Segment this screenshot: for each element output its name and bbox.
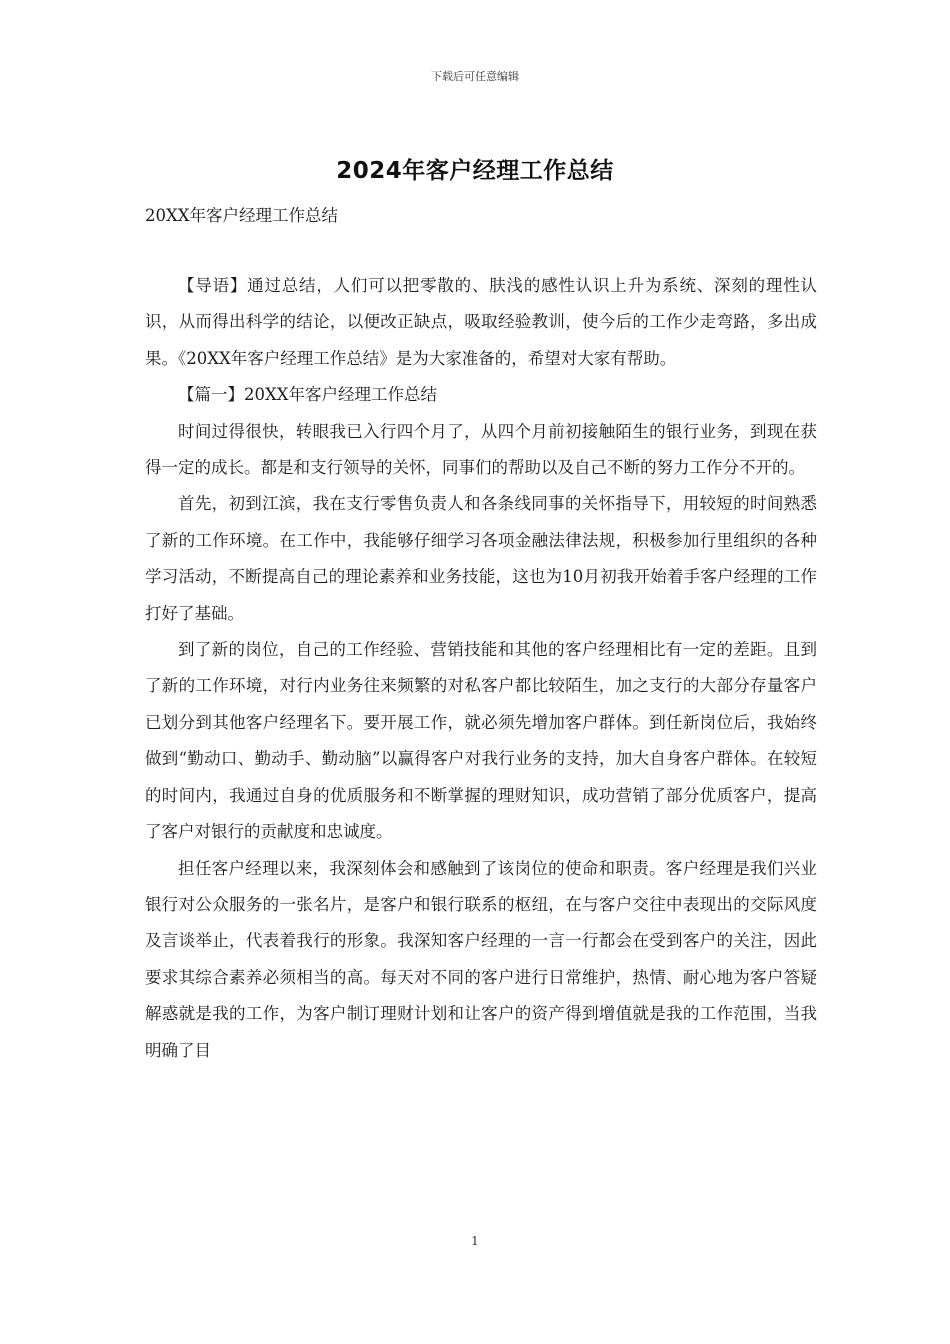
- intro-paragraph: 【导语】通过总结，人们可以把零散的、肤浅的感性认识上升为系统、深刻的理性认识，从而得出科学的结论，以便改正缺点，吸取经验教训，使今后的工作少走弯路，多出成果。《20XX年客户经理工作总结》是为大家准备的，希望对大家有帮助。: [145, 276, 817, 368]
- section-heading: 【篇一】20XX年客户经理工作总结: [178, 385, 437, 405]
- document-title: 2024年客户经理工作总结: [336, 158, 614, 184]
- body-paragraph: 时间过得很快，转眼我已入行四个月了，从四个月前初接触陌生的银行业务，到现在获得一定的成长。都是和支行领导的关怀，同事们的帮助以及自己不断的努力工作分不开的。: [145, 421, 817, 478]
- body-paragraph: 到了新的岗位，自己的工作经验、营销技能和其他的客户经理相比有一定的差距。且到了新的工作环境，对行内业务往来频繁的对私客户都比较陌生，加之支行的大部分存量客户已划分到其他客户经理名下。要开展工作，就必须先增加客户群体。到任新岗位后，我始终做到“勤动口、勤动手、勤动脑”以赢得客户对我行业务的支持，加大自身客户群体。在较短的时间内，我通过自身的优质服务和不断掌握的理财知识，成功营销了部分优质客户，提高了客户对银行的贡献度和忠诚度。: [145, 640, 817, 842]
- document-subtitle: 20XX年客户经理工作总结: [145, 206, 338, 225]
- page-number: 1: [471, 1234, 479, 1248]
- header-note: 下载后可任意编辑: [431, 70, 519, 83]
- body-paragraph: 首先，初到江滨，我在支行零售负责人和各条线同事的关怀指导下，用较短的时间熟悉了新的工作环境。在工作中，我能够仔细学习各项金融法律法规，积极参加行里组织的各种学习活动，不断提高自己的理论素养和业务技能，这也为10月初我开始着手客户经理的工作打好了基础。: [145, 494, 817, 623]
- body-paragraph: 担任客户经理以来，我深刻体会和感触到了该岗位的使命和职责。客户经理是我们兴业银行对公众服务的一张名片，是客户和银行联系的枢纽，在与客户交往中表现出的交际风度及言谈举止，代表着我行的形象。我深知客户经理的一言一行都会在受到客户的关注，因此要求其综合素养必须相当的高。每天对不同的客户进行日常维护，热情、耐心地为客户答疑解惑就是我的工作，为客户制订理财计划和让客户的资产得到增值就是我的工作范围，当我明确了目: [145, 858, 817, 1060]
- document-body: [145, 268, 817, 1069]
